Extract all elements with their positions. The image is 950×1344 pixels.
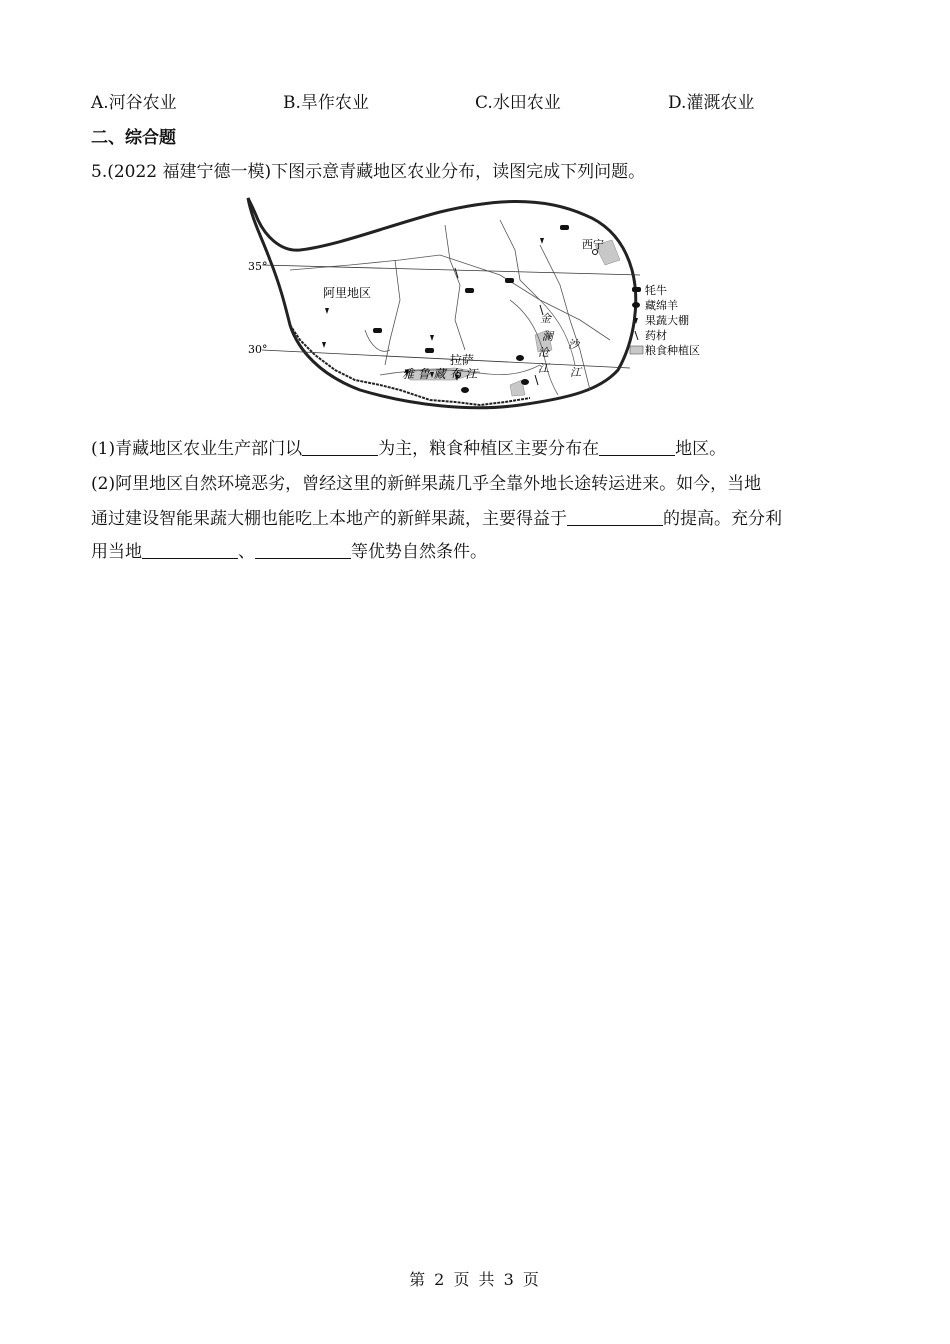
option-letter: C. <box>475 93 493 113</box>
question-2-line-3: 用当地 、 等优势自然条件。 <box>91 542 487 562</box>
legend-label: 粮食种植区 <box>645 344 700 357</box>
southern-border <box>290 325 530 405</box>
place-label-ali: 阿里地区 <box>323 286 372 300</box>
place-label-xining: 西宁 <box>582 238 604 251</box>
answer-blank[interactable] <box>255 542 351 559</box>
province-border <box>365 330 390 351</box>
province-border <box>500 220 540 300</box>
option-letter: A. <box>91 93 109 113</box>
river-label: 沙 <box>568 338 579 351</box>
legend-label: 藏绵羊 <box>645 299 678 312</box>
option-letter: D. <box>668 93 687 113</box>
river-label: 金 <box>540 312 551 325</box>
answer-blank[interactable] <box>302 439 378 456</box>
question-2-line-2: 通过建设智能果蔬大棚也能吃上本地产的新鲜果蔬，主要得益于 的提高。充分利 <box>91 509 782 529</box>
province-border <box>445 225 465 350</box>
agriculture-map <box>240 190 710 425</box>
option-text: 河谷农业 <box>108 93 177 113</box>
option-letter: B. <box>283 93 301 113</box>
legend-label: 药材 <box>645 329 667 342</box>
river-label: 澜 <box>542 330 553 343</box>
option-text: 灌溉农业 <box>686 93 755 113</box>
map-legend <box>630 283 700 357</box>
answer-blank[interactable] <box>567 509 663 526</box>
question-2-line-1: (2)阿里地区自然环境恶劣，曾经这里的新鲜果蔬几乎全靠外地长途转运进来。如今，当地 <box>91 474 762 494</box>
river-label: 沧 <box>538 346 549 359</box>
province-border <box>385 260 400 365</box>
answer-blank[interactable] <box>599 439 675 456</box>
option-text: 旱作农业 <box>300 93 369 113</box>
option-text: 水田农业 <box>492 93 561 113</box>
section-title: 二、综合题 <box>91 128 176 148</box>
option-b[interactable] <box>283 92 369 114</box>
legend-label: 牦牛 <box>645 284 667 297</box>
option-a[interactable] <box>91 92 177 114</box>
river-label: 雅 鲁 藏 布 江 <box>402 367 478 381</box>
latitude-35-line <box>262 265 640 275</box>
question-1: (1)青藏地区农业生产部门以 为主，粮食种植区主要分布在 地区。 <box>91 439 727 459</box>
greenhouse-icon <box>322 238 544 381</box>
question-stem: 5.(2022 福建宁德一模)下图示意青藏地区农业分布，读图完成下列问题。 <box>91 162 646 182</box>
answer-blank[interactable] <box>142 542 238 559</box>
latitude-label: 35° <box>248 260 268 273</box>
latitude-label: 30° <box>248 343 268 356</box>
option-d[interactable] <box>668 92 754 114</box>
legend-label: 果蔬大棚 <box>645 314 689 327</box>
river-label: 江 <box>570 366 581 379</box>
page-footer: 第 2 页 共 3 页 <box>409 1270 541 1289</box>
place-label-lhasa: 拉萨 <box>450 353 475 367</box>
option-c[interactable] <box>475 92 561 114</box>
river-label: 江 <box>538 362 549 375</box>
